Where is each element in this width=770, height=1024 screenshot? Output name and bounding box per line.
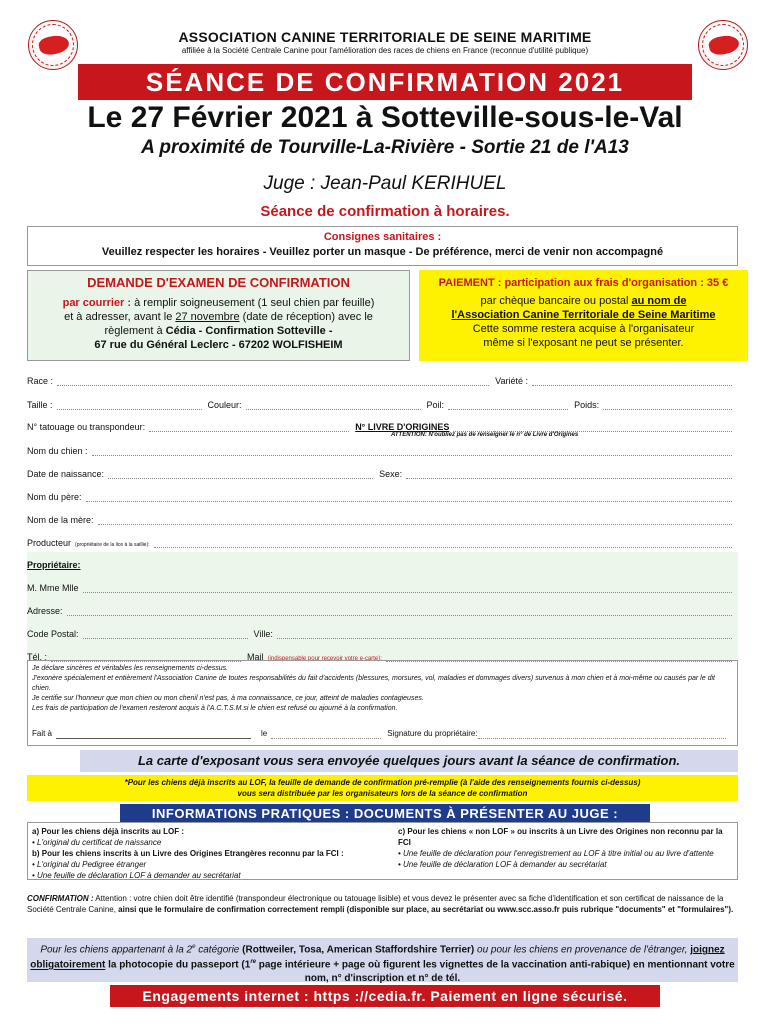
nom-chien-label: Nom du chien : xyxy=(27,446,88,456)
fait-field[interactable] xyxy=(56,738,251,739)
confirmation-lead: CONFIRMATION : xyxy=(27,894,94,903)
adresse-label: Adresse: xyxy=(27,606,63,616)
event-date-location: Le 27 Février 2021 à Sotteville-sous-le-Val xyxy=(87,101,683,134)
row-adresse xyxy=(27,606,738,616)
cat2-obligatoire: joignez obligatoirement xyxy=(30,944,725,971)
association-name: ASSOCIATION CANINE TERRITORIALE DE SEINE MARITIME xyxy=(178,29,592,45)
infos-box xyxy=(27,822,738,880)
declaration-line3: Je certifie sur l'honneur que mon chien ou mon chenil n'est pas, à ma connaissance, ce jour, atteint de maladies contagieuses. xyxy=(32,695,424,702)
paiement-line1 xyxy=(419,294,748,308)
variete-label: Variété : xyxy=(495,376,528,386)
lof-notice-line2: vous sera distribuée par les organisateurs lors de la séance de confirmation xyxy=(237,789,528,798)
cat2-b: catégorie xyxy=(195,944,240,956)
paiement-line1a: par chèque bancaire ou postal xyxy=(480,295,632,307)
naissance-label: Date de naissance: xyxy=(27,469,105,479)
taille-label: Taille : xyxy=(27,400,53,410)
demande-line1 xyxy=(28,296,409,310)
mere-field[interactable] xyxy=(98,524,732,525)
infos-c2: • Une feuille de déclaration LOF à demander au secrétariat xyxy=(398,860,607,869)
judge-name: Juge : Jean-Paul KERIHUEL xyxy=(263,173,507,194)
proprietaire-title: Propriétaire: xyxy=(27,560,81,570)
livre-origines-label: N° LIVRE D'ORIGINES xyxy=(355,422,450,432)
paiement-line3: Cette somme restera acquise à l'organisateur xyxy=(472,323,695,335)
adresse-field[interactable] xyxy=(67,615,732,616)
demande-title: DEMANDE D'EXAMEN DE CONFIRMATION xyxy=(87,275,350,290)
paiement-title: PAIEMENT : participation aux frais d'organisation : 35 € xyxy=(438,277,729,289)
demande-line1-text: à remplir soigneusement (1 seul chien par feuille) xyxy=(131,297,375,309)
signature-label: Signature du propriétaire: xyxy=(387,729,478,738)
title-banner: SÉANCE DE CONFIRMATION 2021 xyxy=(78,64,692,100)
cp-label: Code Postal: xyxy=(27,629,79,639)
tatouage-label: N° tatouage ou transpondeur: xyxy=(27,422,146,432)
lof-notice-line1: *Pour les chiens déjà inscrits au LOF, la feuille de demande de confirmation pré-remplie (à l'aide des renseignements fournis ci-dessus) xyxy=(124,778,641,787)
infos-b-title: b) Pour les chiens inscrits à un Livre des Origines Etrangères reconnu par la FCI : xyxy=(32,849,344,858)
infos-b1: • L'original du Pedigree étranger xyxy=(32,860,147,869)
demande-line3a: règlement à xyxy=(104,325,166,337)
signature-field[interactable] xyxy=(478,738,726,739)
declaration-line1: Je déclare sincères et véritables les renseignements ci-dessus. xyxy=(32,665,229,672)
taille-field[interactable] xyxy=(57,409,202,410)
demande-line2 xyxy=(28,310,409,324)
declaration-line4: Les frais de participation de l'examen resteront acquis à l'A.C.T.S.M.si le chien est refusé ou ajourné à la confirmation. xyxy=(32,705,398,712)
consignes-body: Veuillez respecter les horaires - Veuillez porter un masque - De préférence, merci de venir non accompagné xyxy=(101,246,664,258)
consignes-box xyxy=(27,226,738,266)
date-field[interactable] xyxy=(271,738,381,739)
row-taille xyxy=(27,400,738,410)
poil-field[interactable] xyxy=(448,409,568,410)
variete-field[interactable] xyxy=(532,385,732,386)
fait-label: Fait à xyxy=(32,729,53,738)
pere-field[interactable] xyxy=(86,501,732,502)
row-nom-chien xyxy=(27,446,738,456)
association-logo-left xyxy=(28,20,78,70)
cat2-g: page intérieure + page où figurent les vignettes de la vaccination anti-rabique) en mentionnant votre nom, n° d'inscription et n° de tél. xyxy=(255,959,735,984)
ville-label: Ville: xyxy=(253,629,273,639)
poil-label: Poil: xyxy=(426,400,445,410)
paiement-beneficiary: l'Association Canine Territoriale de Seine Maritime xyxy=(451,309,716,321)
row-proprietaire-title xyxy=(27,560,738,570)
paiement-line4: même si l'exposant ne peut se présenter. xyxy=(483,337,684,349)
cat2-sup2: re xyxy=(250,959,256,966)
row-cp xyxy=(27,629,738,639)
cat2-a: Pour les chiens appartenant à la 2 xyxy=(40,944,193,956)
seance-heading: Séance de confirmation à horaires. xyxy=(260,203,510,220)
nom-chien-field[interactable] xyxy=(92,455,732,456)
infos-a1: • L'original du certificat de naissance xyxy=(32,838,162,847)
cat2-f: la photocopie du passeport (1 xyxy=(105,959,251,971)
tatouage-field[interactable] xyxy=(149,431,349,432)
pere-label: Nom du père: xyxy=(27,492,82,502)
row-tatouage xyxy=(27,422,738,432)
cat2-breeds: (Rottweiler, Tosa, American Staffordshire Terrier) xyxy=(239,944,478,956)
couleur-field[interactable] xyxy=(246,409,421,410)
sexe-label: Sexe: xyxy=(379,469,403,479)
civilite-label: M. Mme Mlle xyxy=(27,583,79,593)
cp-field[interactable] xyxy=(83,638,248,639)
demande-line2a: et à adresser, avant le xyxy=(64,311,176,323)
sexe-field[interactable] xyxy=(406,478,732,479)
demande-destinataire: Cédia - Confirmation Sotteville - xyxy=(165,325,333,337)
infos-banner: INFORMATIONS PRATIQUES : DOCUMENTS À PRÉSENTER AU JUGE : xyxy=(120,804,650,823)
demande-box xyxy=(27,270,410,361)
couleur-label: Couleur: xyxy=(207,400,242,410)
mail-label: Mail xyxy=(247,652,264,662)
cat2-d: ou pour les chiens en provenance de l'étranger, xyxy=(477,944,691,956)
producteur-note: (propriétaire de la lice à la saillie): xyxy=(75,542,150,548)
declaration-box xyxy=(27,660,738,746)
race-label: Race : xyxy=(27,376,54,386)
producteur-label: Producteur xyxy=(27,538,72,548)
row-pere xyxy=(27,492,738,502)
paiement-au-nom: au nom de xyxy=(631,295,687,307)
courrier-lead: par courrier : xyxy=(62,297,132,309)
row-producteur xyxy=(27,538,738,548)
poids-field[interactable] xyxy=(603,409,732,410)
affiliation-text: affiliée à la Société Centrale Canine pour l'amélioration des races de chiens en France (reconnue d'utilité publique) xyxy=(181,46,589,55)
infos-b2: • Une feuille de déclaration LOF à demander au secrétariat xyxy=(32,871,241,880)
confirmation-text: Attention : votre chien doit être identifié (transpondeur électronique ou tatouage lisible) et vous devez le présenter avec sa fiche d'identification et son certificat de naissance de la Société Centrale Canine, xyxy=(27,894,724,914)
footer-engagements-link[interactable]: Engagements internet : https ://cedia.fr. Paiement en ligne sécurisé. xyxy=(110,985,660,1007)
demande-address: 67 rue du Général Leclerc - 67202 WOLFISHEIM xyxy=(94,339,343,351)
row-mme xyxy=(27,583,738,593)
proprietaire-nom-field[interactable] xyxy=(83,592,733,593)
association-logo-right xyxy=(698,20,748,70)
row-mere xyxy=(27,515,738,525)
declaration-line2: J'exonère spécialement et entièrement l'Association Canine de toutes responsabilités du fait d'accidents (blessures, morsures, vol, maladies et dommages divers) survenus à mon chien et à moi-même ou causés par le dit chien. xyxy=(32,675,715,692)
paiement-box xyxy=(419,270,748,361)
infos-left-col xyxy=(32,826,392,881)
mail-note: (indispensable pour recevoir votre e-carte): xyxy=(267,656,382,662)
cat2-sup: e xyxy=(192,944,196,950)
signature-row xyxy=(32,729,732,739)
mere-label: Nom de la mère: xyxy=(27,515,94,525)
confirmation-bold: ainsi que le formulaire de confirmation correctement rempli (disponible sur place, au secrétariat ou www.scc.asso.fr puis rubrique "documents" et "formulaires"). xyxy=(118,905,734,914)
demande-line3 xyxy=(28,324,409,338)
categorie2-notice xyxy=(27,938,738,982)
livre-attention-note: ATTENTION: N'oubliez pas de renseigner le n° de Livre d'Origines xyxy=(391,432,579,438)
infos-c1: • Une feuille de déclaration pour l'enregistrement au LOF à titre initial ou au livre d'attente xyxy=(398,849,714,858)
consignes-title: Consignes sanitaires : xyxy=(323,231,442,243)
carte-exposant-notice: La carte d'exposant vous sera envoyée quelques jours avant la séance de confirmation. xyxy=(80,750,738,772)
le-label: le xyxy=(261,729,268,738)
infos-c-title: c) Pour les chiens « non LOF » ou inscrits à un Livre des Origines non reconnu par la FCI xyxy=(398,827,723,847)
confirmation-paragraph xyxy=(27,893,738,915)
ville-field[interactable] xyxy=(277,638,732,639)
deadline-date: 27 novembre xyxy=(175,311,240,323)
race-field[interactable] xyxy=(57,385,489,386)
infos-a-title: a) Pour les chiens déjà inscrits au LOF : xyxy=(32,827,185,836)
demande-line2b: (date de réception) avec le xyxy=(239,311,373,323)
tel-label: Tél. : xyxy=(27,652,48,662)
naissance-field[interactable] xyxy=(108,478,373,479)
producteur-field[interactable] xyxy=(154,547,732,548)
row-naissance xyxy=(27,469,738,479)
event-proximity: A proximité de Tourville-La-Rivière - Sortie 21 de l'A13 xyxy=(141,137,629,158)
infos-right-col xyxy=(398,826,736,870)
poids-label: Poids: xyxy=(574,400,600,410)
row-race xyxy=(27,376,738,386)
lof-notice xyxy=(27,775,738,801)
